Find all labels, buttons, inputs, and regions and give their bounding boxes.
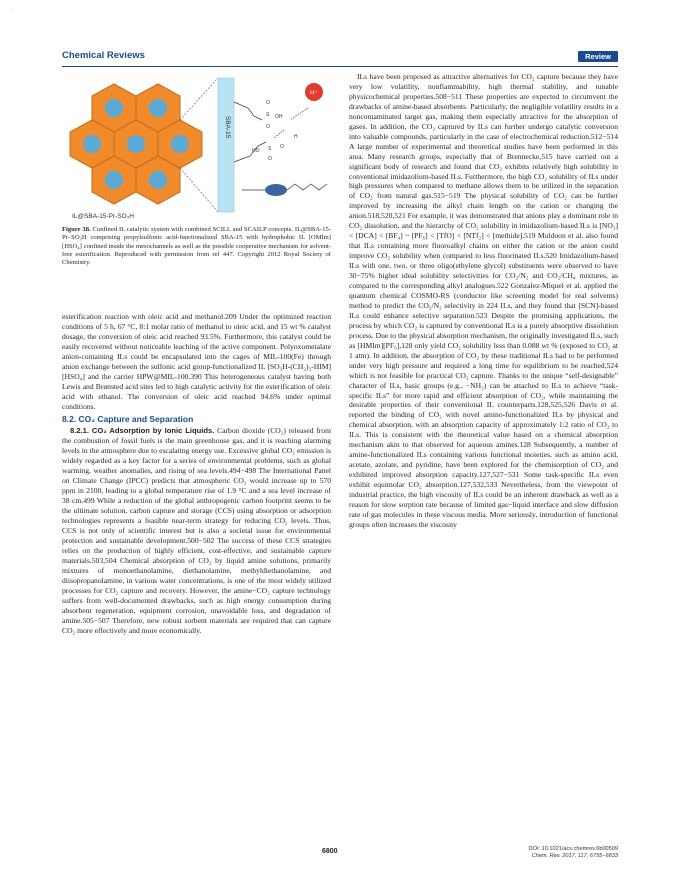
paragraph-body: Carbon dioxide (CO₂) released from the combustion of fossil fuels is the main greenhouse gas, and it is reaching alarming levels in the atmosphere due to escalating energy use. Excessive global CO₂ emission is widely regarded as a key factor for a series of environmental problems, such as global warming, weather anomalies, and rising of sea levels.494−498 The International Panel on Climate Change (IPCC) predicts that atmospheric CO₂ would increase up to 570 ppm in 2100, leading to a global temperature rise of 1.9 °C and a sea level increase of 38 cm.499 While a reduction of the global anthropogenic carbon footprint seems to be the ultimate solution, carbon capture and storage (CCS) using absorption or adsorption technologies represents a feasible near-term strategy for reducing CO₂ levels. Thus, CCS is not only of scientific interest but is also a societal issue for environmental protection and sustainable development.500−502 The success of these CCS strategies relies on the production of highly efficient, cost-effective, and sustainable capture materials.503,504 Chemical absorption of CO₂ by liquid amine solutions, primarily mixtures of monoethanolamine, diethanolamine, methyldiethanolamine, and diisopropanolamine, in various water concentrations, is one of the most widely utilized processes for CO₂ capture and recovery. However, the amine−CO₂ capture technology suffers from well-documented drawbacks, such as high energy consumption during absorbent regeneration, equipment corrosion, unavoidable loss, and degradation of amine.505−507 Therefore, new robust sorbent materials are required that can capture CO₂ more effectively and more economically.: [62, 426, 332, 635]
journal-name[interactable]: Chemical Reviews: [62, 50, 145, 61]
doi-link[interactable]: DOI: 10.1021/acs.chemrev.6b00509: [528, 846, 618, 852]
svg-text:H: H: [294, 134, 298, 140]
paragraph: esterification reaction with oleic acid and methanol.209 Under the optimized reaction conditions of 5 h, 67 °C, 8:1 molar ratio of methanol to oleic acid, and 15 wt % catalyst dosage, the conversion of oleic acid reached 93.5%. Furthermore, this catalyst could be easily recovered without noticeable leaching of the active component. Polyoxometalate anion-containing ILs could be encapsulated into the cages of MIL-100(Fe) through anion exchange between the sulfonic acid group-functionalized IL [SO₃H-(CH₂)₃-HIM][HSO₄] and the carrier HPW@MIL-100.390 This heterogeneous catalyst having both Lewis and Brønsted acid sites led to high catalytic activity for the esterification of oleic acid with ethanol. The conversion of oleic acid reached 94.6% under optimal conditions.: [62, 312, 331, 411]
svg-text:S: S: [266, 112, 270, 118]
page-header: [62, 50, 618, 67]
footer-citation: [529, 846, 618, 860]
sba15-label: SBA-15: [224, 116, 231, 139]
subsection-heading: 8.2.1. CO₂ Adsorption by Ionic Liquids.: [70, 426, 215, 436]
svg-text:O: O: [266, 100, 270, 106]
material-label: IL@SBA-15-Pr-SO₃H: [72, 213, 134, 220]
left-column: [62, 312, 331, 636]
proton-label: H⁺: [310, 90, 318, 97]
svg-text:O: O: [268, 156, 272, 162]
caption-label: Figure 38.: [62, 226, 91, 233]
svg-text:O: O: [280, 144, 284, 150]
svg-text:HO: HO: [252, 148, 260, 154]
caption-text: Confined IL catalytic system with combined SCILL and SCAILP concepts. IL@SBA-15-Pr–SO₃H comprising propylsulfonic acid-functionalized SBA-15 with hydrophobic IL [OMIm][HSO₄] confined inside the mesochannels as well as the possible cooperative mechanism for solvent-free esterification. Reproduced with permission from ref 447. Copyright 2012 Royal Society of Chemistry.: [62, 226, 331, 267]
paragraph: [62, 426, 331, 635]
svg-text:OH: OH: [275, 114, 283, 120]
figure-38: [62, 72, 332, 222]
crop-mark: ·: [10, 8, 13, 15]
journal-citation: Chem. Rev. 2017, 117, 6755−6833: [531, 853, 618, 859]
page-number: 6800: [322, 848, 338, 855]
alkyl-chain: [287, 184, 327, 190]
svg-text:S: S: [268, 146, 272, 152]
figure-graphic: [62, 72, 332, 222]
figure-caption: [62, 226, 331, 267]
section-heading[interactable]: 8.2. CO₂ Capture and Separation: [62, 413, 194, 424]
svg-text:O: O: [266, 124, 270, 130]
paragraph: ILs have been proposed as attractive alternatives for CO₂ capture because they have very low volatility, nonflammability, high thermal stability, and tunable physicochemical properties.508−511 These properties are expected to circumvent the drawbacks of amine-based absorbents. Particularly, the negligible volatility results in a noncontaminated target gas, making them especially attractive for the absorption of gases. In addition, the CO₂ captured by ILs can further undergo catalytic conversion into valuable compounds, particularly in the case of electrochemical reduction.512−514 A large number of experimental and theoretical studies have been performed in this area. Many research groups, especially that of Brennecke,515 have carried out a significant body of research and found that CO₂ exhibits relatively high solubility in conventional imidazolium-based ILs. Furthermore, the high CO₂ solubility of ILs under high pressures when compared to methane allows them to be utilized in the separation of CO₂ from natural gas.515−519 The physical solubility of CO₂ can be further improved by increasing the alkyl chain length on the cation or changing the anion.518,520,521 For example, it was demonstrated that anions play a dominant role in CO₂ dissolution, and the hierarchy of CO₂ solubility in imidazolium-based ILs is [NO₃] < [DCA] < [BF₄] ~ [PF₆] < [TfO] < [NTf₂] < [methide].519 Muldoon et al. also found that ILs containing more fluoroalkyl chains on either the cation or the anion could improve CO₂ solubility when compared to less fluorinated ILs.520 Imidazolium-based ILs with one, two, or three oligo(ethylene glycol) substituents were observed to have 30−75% higher ideal solubility selectivities for CO₂/N₂ and CO₂/CH₄ mixtures, as compared to the corresponding alkyl analogues.522 Gonzalez-Miquel et al. applied the quantum chemical COSMO-RS (conductor like screening model for real solvents) method to predict the CO₂/N₂ selectivity in 224 ILs, and they found that [SCN]-based ILs could enhance selective separation.523 Despite the promising applications, the process by which CO₂ is captured by conventional ILs is a purely absorptive dissolution process. Due to the physical absorption mechanism, the originally investigated ILs, such as [HMIm][PF₆],128 only yield CO₂ solubility less than 0.088 wt % (exposed to CO₂ at 1 atm). In addition, the absorption of CO₂ by these traditional ILs had to be performed under very high pressure and required a long time for equilibrium to be reached,524 which is not feasible for practical CO₂ capture. Thanks to the unique “self-designable” character of ILs, basic groups (e.g., −NH₂) can be attached to ILs to achieve “task-specific ILs” for more rapid and efficient absorption of CO₂, while maintaining the desirable properties of their conventional IL counterparts.128,525,526 Davis et al. reported the binding of CO₂ with novel amino-functionalized ILs by physical and chemical absorption, with an absorption capacity of approximately 1:2 ratio of CO₂ to ILs. This is consistent with the theoretical value based on a chemical absorption mechanism akin to that observed for aqueous amines.128 Subsequently, a number of amine-functionalized ILs containing various functional moieties, such as amino acid, acetate, azolate, and pyridine, have been explored for the chemisorption of CO₂ and exhibited improved absorption capacity.127,527−531 Some task-specific ILs even exhibit equimolar CO₂ absorption.127,532,533 Nevertheless, from the viewpoint of industrial practice, the high viscosity of ILs could be an inherent drawback as well as a reason for slow sorption rate because of limited gas−liquid interface and slow diffusion rate of gas molecules in these viscous media. More seriously, introduction of functional groups often increases the viscosity: [349, 72, 618, 529]
right-column: [349, 72, 618, 530]
imidazolium-ring: [265, 184, 287, 196]
article-type-badge: Review: [578, 51, 618, 62]
sba15-wall: [218, 78, 234, 212]
sulfonic-acid-groups: [234, 102, 308, 162]
hexagonal-pore-array: [70, 84, 202, 204]
